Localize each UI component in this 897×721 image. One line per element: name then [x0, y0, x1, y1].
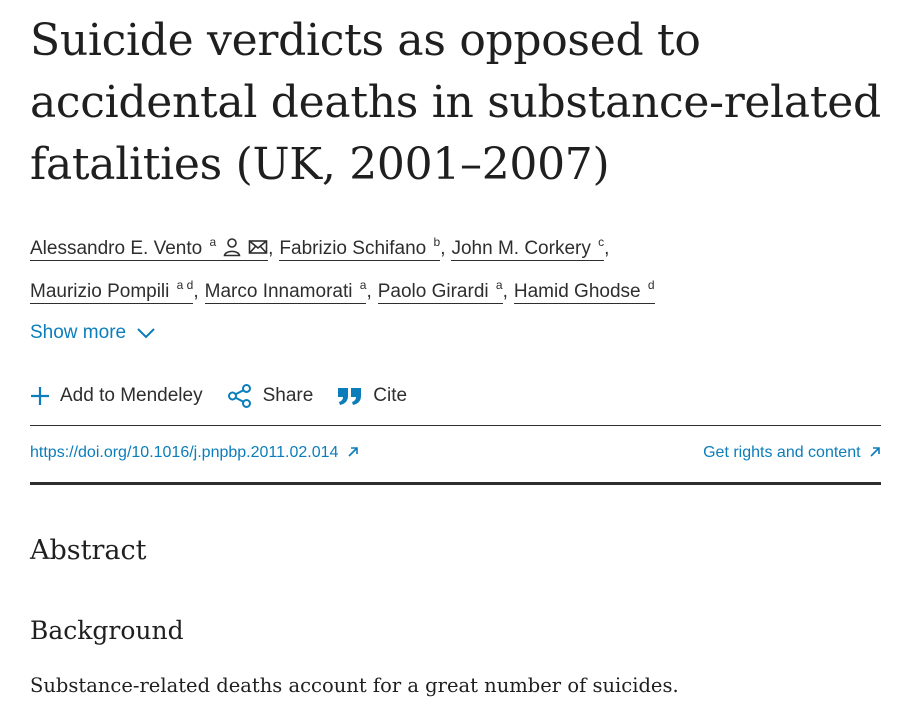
author-affiliation: a: [359, 278, 367, 292]
author-list: Alessandro E. Vento $^a$ , Fabrizio Schifano $^b$, John M. Corkery $^c$, Maurizio Pompili $^{a d}$, Marco Innamorati $^a$, Paolo Girardi $^a$, Hamid Ghodse $^d$: [30, 235, 655, 302]
abstract-text: Substance-related deaths account for a great number of suicides.: [30, 674, 679, 697]
plus-icon: [30, 386, 50, 406]
author-affiliation: d: [647, 278, 655, 292]
author-name: Fabrizio Schifano: [279, 238, 427, 259]
doi-label: https://doi.org/10.1016/j.pnpbp.2011.02.014: [30, 444, 339, 461]
background-heading: Background: [30, 616, 184, 645]
author-name: Paolo Girardi: [377, 281, 489, 302]
author-affiliation: c: [598, 235, 605, 249]
author-affiliation: b: [433, 235, 441, 249]
add-to-mendeley-button[interactable]: [30, 385, 203, 407]
share-label: Share: [262, 385, 314, 406]
mail-icon: [248, 237, 268, 257]
author-link[interactable]: [30, 235, 268, 261]
article-title: Suicide verdicts as opposed to accidental deaths in substance-related fatalities (UK, 2001–2007): [30, 15, 881, 190]
rights-link[interactable]: [703, 444, 881, 462]
quote-icon: [337, 386, 363, 406]
abstract-heading: Abstract: [30, 535, 147, 566]
author-link[interactable]: [451, 235, 605, 261]
author-link[interactable]: [204, 278, 367, 304]
add-to-mendeley-label: Add to Mendeley: [60, 385, 203, 406]
cite-label: Cite: [373, 385, 408, 406]
author-link[interactable]: [513, 278, 655, 304]
author-name: Hamid Ghodse: [513, 281, 641, 302]
author-name: Maurizio Pompili: [30, 281, 170, 302]
cite-button[interactable]: [337, 385, 407, 407]
author-affiliation: a d: [176, 278, 194, 292]
author-link[interactable]: [377, 278, 503, 304]
divider: [30, 425, 881, 426]
doi-link[interactable]: [30, 444, 359, 462]
external-link-icon: [869, 446, 881, 458]
author-link[interactable]: [279, 235, 441, 261]
author-name: Marco Innamorati: [204, 281, 353, 302]
author-affiliation: a: [209, 235, 217, 249]
author-link[interactable]: [30, 278, 194, 304]
share-button[interactable]: [227, 383, 314, 409]
chevron-down-icon: [136, 326, 156, 340]
person-icon: [222, 237, 242, 257]
article-actions: [30, 380, 431, 412]
rights-label: Get rights and content: [703, 444, 861, 461]
show-more-button[interactable]: [30, 322, 156, 344]
show-more-label: Show more: [30, 322, 127, 343]
author-name: John M. Corkery: [451, 238, 591, 259]
author-affiliation: a: [495, 278, 503, 292]
share-icon: [227, 383, 253, 409]
author-name: Alessandro E. Vento: [30, 238, 203, 259]
external-link-icon: [347, 446, 359, 458]
divider: [30, 482, 881, 485]
